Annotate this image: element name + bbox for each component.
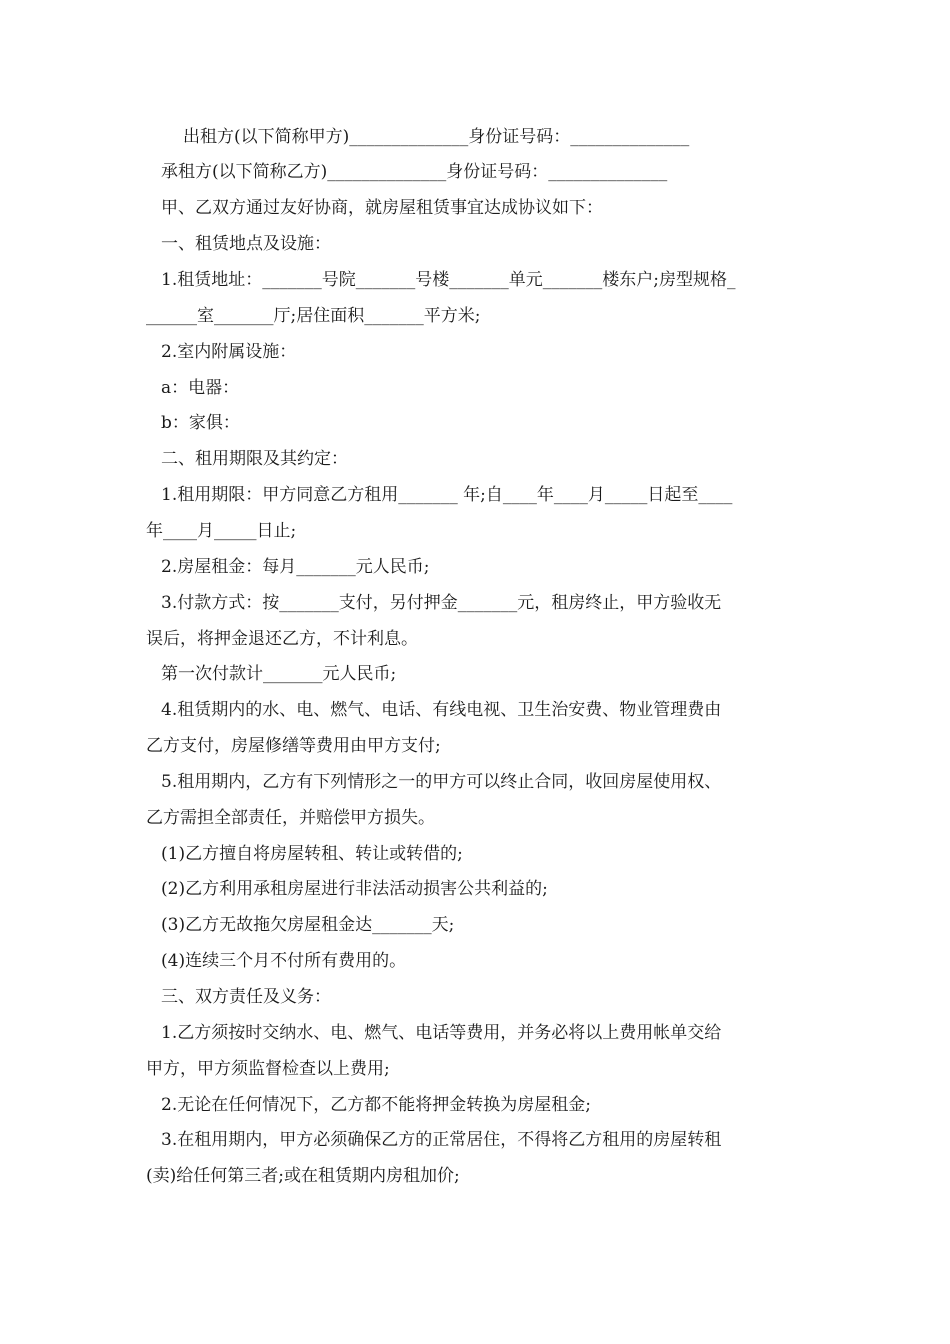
clause-line: 甲方，甲方须监督检查以上费用;: [146, 1059, 390, 1079]
section-heading-3: 三、双方责任及义务：: [161, 987, 331, 1007]
clause-line: 乙方需担全部责任，并赔偿甲方损失。: [146, 808, 435, 828]
clause-line: 4.租赁期内的水、电、燃气、电话、有线电视、卫生治安费、物业管理费由: [161, 700, 722, 720]
clause-line: 1.乙方须按时交纳水、电、燃气、电话等费用，并务必将以上费用帐单交给: [161, 1023, 722, 1043]
clause-line: 年____月_____日止;: [146, 521, 297, 541]
clause-line: 误后，将押金退还乙方，不计利息。: [146, 629, 418, 649]
section-heading-1: 一、租赁地点及设施：: [161, 234, 331, 254]
lessor-line: 出租方(以下简称甲方)______________身份证号码：______________: [183, 127, 690, 147]
lessee-line: 承租方(以下简称乙方)______________身份证号码：______________: [161, 162, 668, 182]
clause-line: 1.租用期限：甲方同意乙方租用_______ 年;自____年____月_____日起至____: [161, 485, 733, 505]
clause-line: 3.付款方式：按_______支付，另付押金_______元，租房终止，甲方验收无: [161, 593, 722, 613]
clause-line: ______室_______厅;居住面积_______平方米;: [146, 306, 481, 326]
clause-line: 5.租用期内，乙方有下列情形之一的甲方可以终止合同，收回房屋使用权、: [161, 772, 722, 792]
clause-line: a：电器：: [161, 378, 240, 398]
clause-line: b：家俱：: [161, 413, 240, 433]
clause-line: 1.租赁地址：_______号院_______号楼_______单元_______楼东户;房型规格_: [161, 270, 736, 290]
section-heading-2: 二、租用期限及其约定：: [161, 449, 348, 469]
clause-line: 第一次付款计_______元人民币;: [161, 664, 397, 684]
clause-line: 2.无论在任何情况下，乙方都不能将押金转换为房屋租金;: [161, 1095, 591, 1115]
clause-line: 乙方支付，房屋修缮等费用由甲方支付;: [146, 736, 441, 756]
clause-line: (1)乙方擅自将房屋转租、转让或转借的;: [161, 844, 463, 864]
clause-line: (2)乙方利用承租房屋进行非法活动损害公共利益的;: [161, 879, 548, 899]
clause-line: (卖)给任何第三者;或在租赁期内房租加价;: [146, 1166, 460, 1186]
clause-line: 2.房屋租金：每月_______元人民币;: [161, 557, 430, 577]
clause-line: 3.在租用期内，甲方必须确保乙方的正常居住，不得将乙方租用的房屋转租: [161, 1130, 722, 1150]
clause-line: 2.室内附属设施：: [161, 342, 297, 362]
agreement-intro: 甲、乙双方通过友好协商，就房屋租赁事宜达成协议如下：: [161, 198, 603, 218]
clause-line: (4)连续三个月不付所有费用的。: [161, 951, 407, 971]
clause-line: (3)乙方无故拖欠房屋租金达_______天;: [161, 915, 455, 935]
